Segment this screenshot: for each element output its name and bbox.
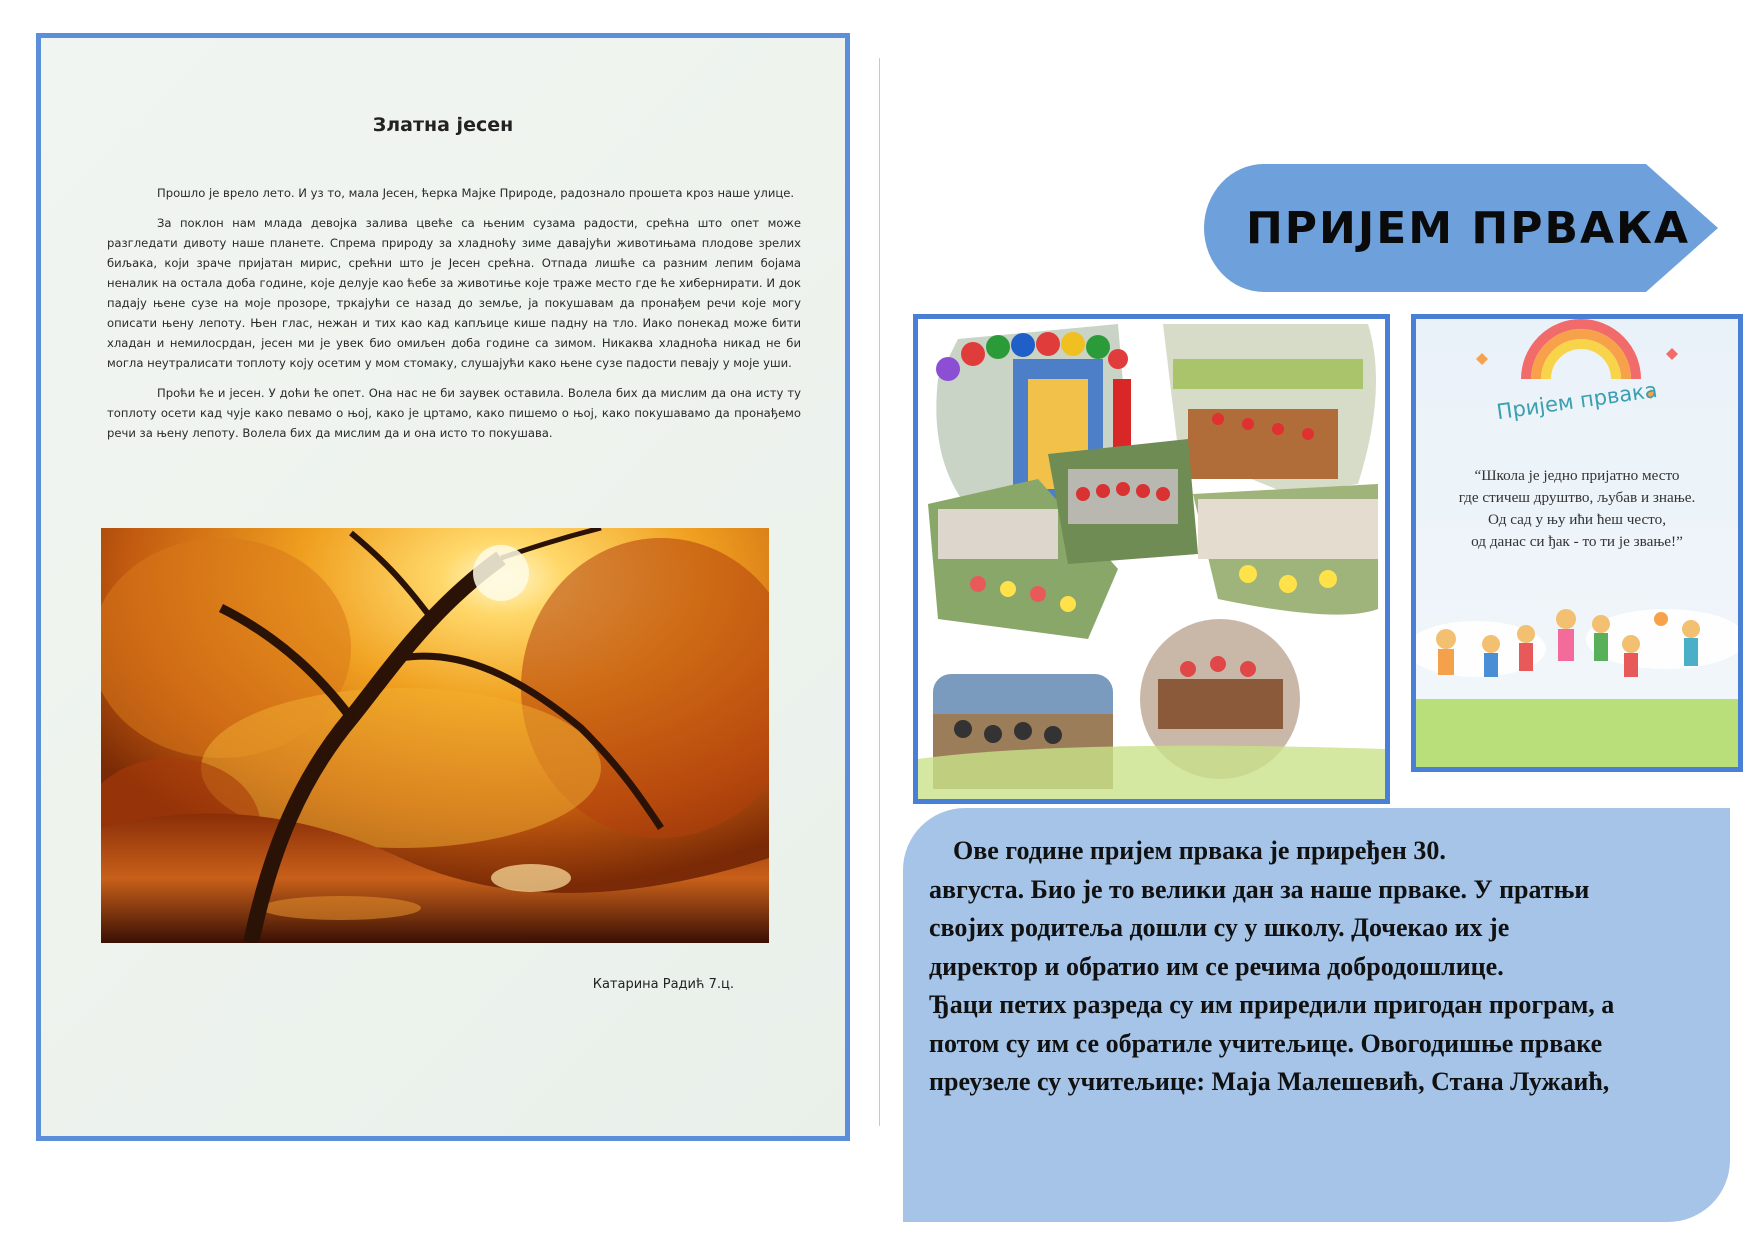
article-line: преузеле су учитељице: Маја Малешевић, Стана Лужаић,: [929, 1067, 1610, 1096]
collage-photo-schoolyard: [1193, 484, 1378, 615]
essay-page: [36, 33, 850, 1141]
quote-line: где стичеш друштво, љубав и знање.: [1458, 489, 1696, 506]
article-line: директор и обратио им се речима добродошлице.: [929, 951, 1504, 981]
collage-photo-classroom: [1163, 324, 1376, 494]
article-line: потом су им се обратиле учитељице. Овогодишње прваке: [929, 1028, 1603, 1058]
collage-photo-performance: [1048, 439, 1198, 564]
welcome-card: [1411, 314, 1743, 772]
article-box: [903, 808, 1730, 1222]
article-line: Ђаци петих разреда су им приредили пригодан програм, а: [929, 990, 1615, 1019]
quote-line: од данас си ђак - то ти је звање!”: [1471, 533, 1683, 550]
article-line: Ове године пријем првака је приређен 30.: [953, 836, 1446, 865]
card-quote: [1434, 465, 1720, 553]
page-divider: [879, 58, 880, 1126]
quote-line: Од сад у њу ићи ћеш често,: [1487, 511, 1667, 528]
photo-collage: [913, 314, 1390, 804]
autumn-tree-photo: [101, 528, 769, 943]
essay-paragraph: За поклон нам млада девојка залива цвеће са њеним сузама радости, срећна што опет може разгледати дивоту наше планете. Спрема природу за хладноћу зиме давајући животињама плодове зрелих биљака, који зраче пријатан мирис, срећни што је Јесен срећна. Отпада лишће са разним лепим бојама неналик на остала доба године, које делује као ћебе за животиње које траже место где ће хибернирати. И док падају њене сузе на моје прозоре, тркајући се назад до земље, ја покушавам да пронађем речи које могу описати њену лепоту. Њен глас, нежан и тих као кад капљице кише падну на тло. Иако понекад може бити хладан и немилосрдан, јесен ми је увек био омиљен доба године са зимом. Никаква хладноћа никад не би могла неутралисати топлоту коју осетим у мом стомаку, слушајући како њене сузе падости певају у моје уши.: [107, 216, 801, 370]
essay-title: Златна јесен: [372, 114, 514, 136]
article-body: [929, 832, 1721, 1102]
quote-line: “Школа је једно пријатно место: [1474, 467, 1680, 484]
banner-title: ПРИЈЕМ ПРВАКА: [1245, 202, 1691, 254]
article-line: својих родитеља дошли су у школу. Дочекао их је: [929, 913, 1510, 942]
essay-paragraph: Прошло је врело лето. И уз то, мала Јесен, ћерка Мајке Природе, радознало прошета кроз наше улице.: [157, 186, 795, 200]
card-title: Пријем првака: [1495, 377, 1659, 425]
article-line: августа. Био је то велики дан за наше прваке. У пратњи: [929, 874, 1590, 904]
essay-paragraph: Проћи ће и јесен. У доћи ће опет. Она нас не би заувек оставила. Волела бих да мислим да она исту ту топлоту осети кад чује како певамо о њој, како је цртамо, како пишемо о њој, како покушавамо да пронађемо речи за њену лепоту. Волела бих да мислим да и она исто то покушава.: [107, 386, 801, 440]
essay-author: Катарина Радић 7.ц.: [592, 977, 734, 992]
essay-body: [107, 183, 801, 453]
